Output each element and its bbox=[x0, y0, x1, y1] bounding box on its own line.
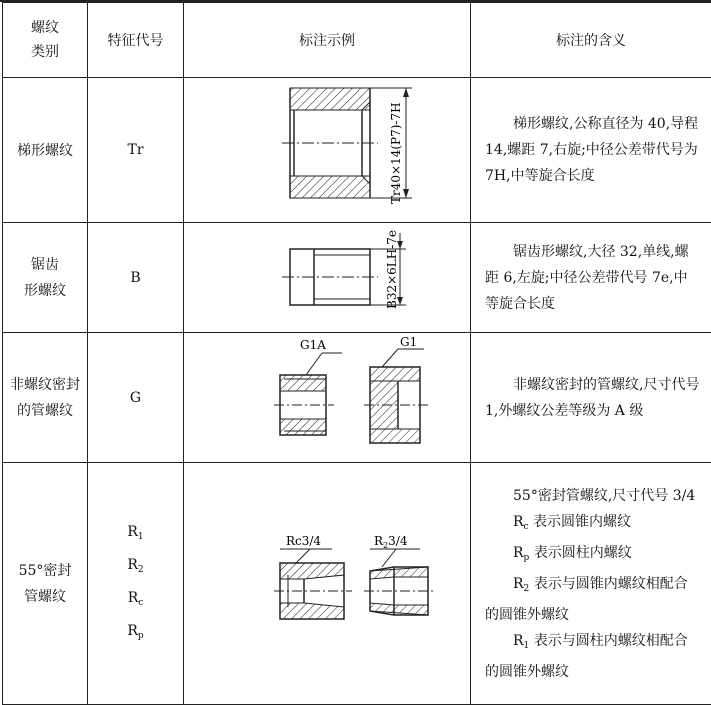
example-cell bbox=[184, 333, 471, 463]
code-cell: Tr bbox=[88, 78, 184, 223]
category-cell: 55°密封 管螺纹 bbox=[3, 463, 88, 705]
trapezoidal-thread-drawing bbox=[184, 78, 470, 218]
code-cell bbox=[88, 463, 184, 705]
meaning-cell bbox=[471, 463, 711, 705]
code-r1: $R_1$ bbox=[88, 518, 183, 551]
g1-annotation: G1 bbox=[400, 335, 417, 349]
example-cell bbox=[184, 223, 471, 333]
table-row bbox=[3, 333, 711, 463]
code-cell: B bbox=[88, 223, 184, 333]
meaning-cell: 梯形螺纹,公称直径为 40,导程 14,螺距 7,右旋;中径公差带代号为 7H,中等旋合长度 bbox=[471, 78, 711, 223]
category-cell: 非螺纹密封 的管螺纹 bbox=[3, 333, 88, 463]
header-code: 特征代号 bbox=[88, 3, 184, 78]
table-row bbox=[3, 78, 711, 223]
header-meaning: 标注的含义 bbox=[471, 3, 711, 78]
meaning-line: 55°密封管螺纹,尺寸代号 3/4 bbox=[485, 483, 701, 509]
sealed-pipe-thread-drawing bbox=[184, 463, 470, 700]
pipe-thread-drawing bbox=[184, 333, 470, 458]
r2-annotation: $R_23/4$ bbox=[374, 534, 408, 550]
meaning-line: $R_2$ 表示与圆锥内螺纹相配合的圆锥外螺纹 bbox=[485, 571, 701, 628]
code-cell: G bbox=[88, 333, 184, 463]
trapezoidal-annotation: Tr40×14(P7)-7H bbox=[389, 102, 403, 204]
header-category: 螺纹 类别 bbox=[3, 3, 88, 78]
category-cell: 梯形螺纹 bbox=[3, 78, 88, 223]
buttress-thread-drawing bbox=[184, 223, 470, 328]
code-r2: $R_2$ bbox=[88, 551, 183, 584]
g1a-annotation: G1A bbox=[300, 338, 326, 352]
header-example: 标注示例 bbox=[184, 3, 471, 78]
meaning-line: $R_1$ 表示与圆柱内螺纹相配合的圆锥外螺纹 bbox=[485, 628, 701, 685]
example-cell bbox=[184, 463, 471, 705]
code-rc: $R_c$ bbox=[88, 584, 183, 617]
table-header-row bbox=[3, 3, 711, 78]
table-row bbox=[3, 463, 711, 705]
code-rp: $R_p$ bbox=[88, 617, 183, 650]
buttress-annotation: B32×6LH-7e bbox=[385, 230, 399, 309]
thread-table bbox=[2, 2, 711, 705]
category-cell: 锯齿 形螺纹 bbox=[3, 223, 88, 333]
meaning-cell: 非螺纹密封的管螺纹,尺寸代号 1,外螺纹公差等级为 A 级 bbox=[471, 333, 711, 463]
rc-annotation: Rc3/4 bbox=[286, 534, 321, 548]
meaning-line: $R_c$ 表示圆锥内螺纹 bbox=[485, 509, 701, 540]
table-row bbox=[3, 223, 711, 333]
meaning-cell: 锯齿形螺纹,大径 32,单线,螺距 6,左旋;中径公差带代号 7e,中等旋合长度 bbox=[471, 223, 711, 333]
example-cell bbox=[184, 78, 471, 223]
meaning-line: $R_p$ 表示圆柱内螺纹 bbox=[485, 540, 701, 571]
